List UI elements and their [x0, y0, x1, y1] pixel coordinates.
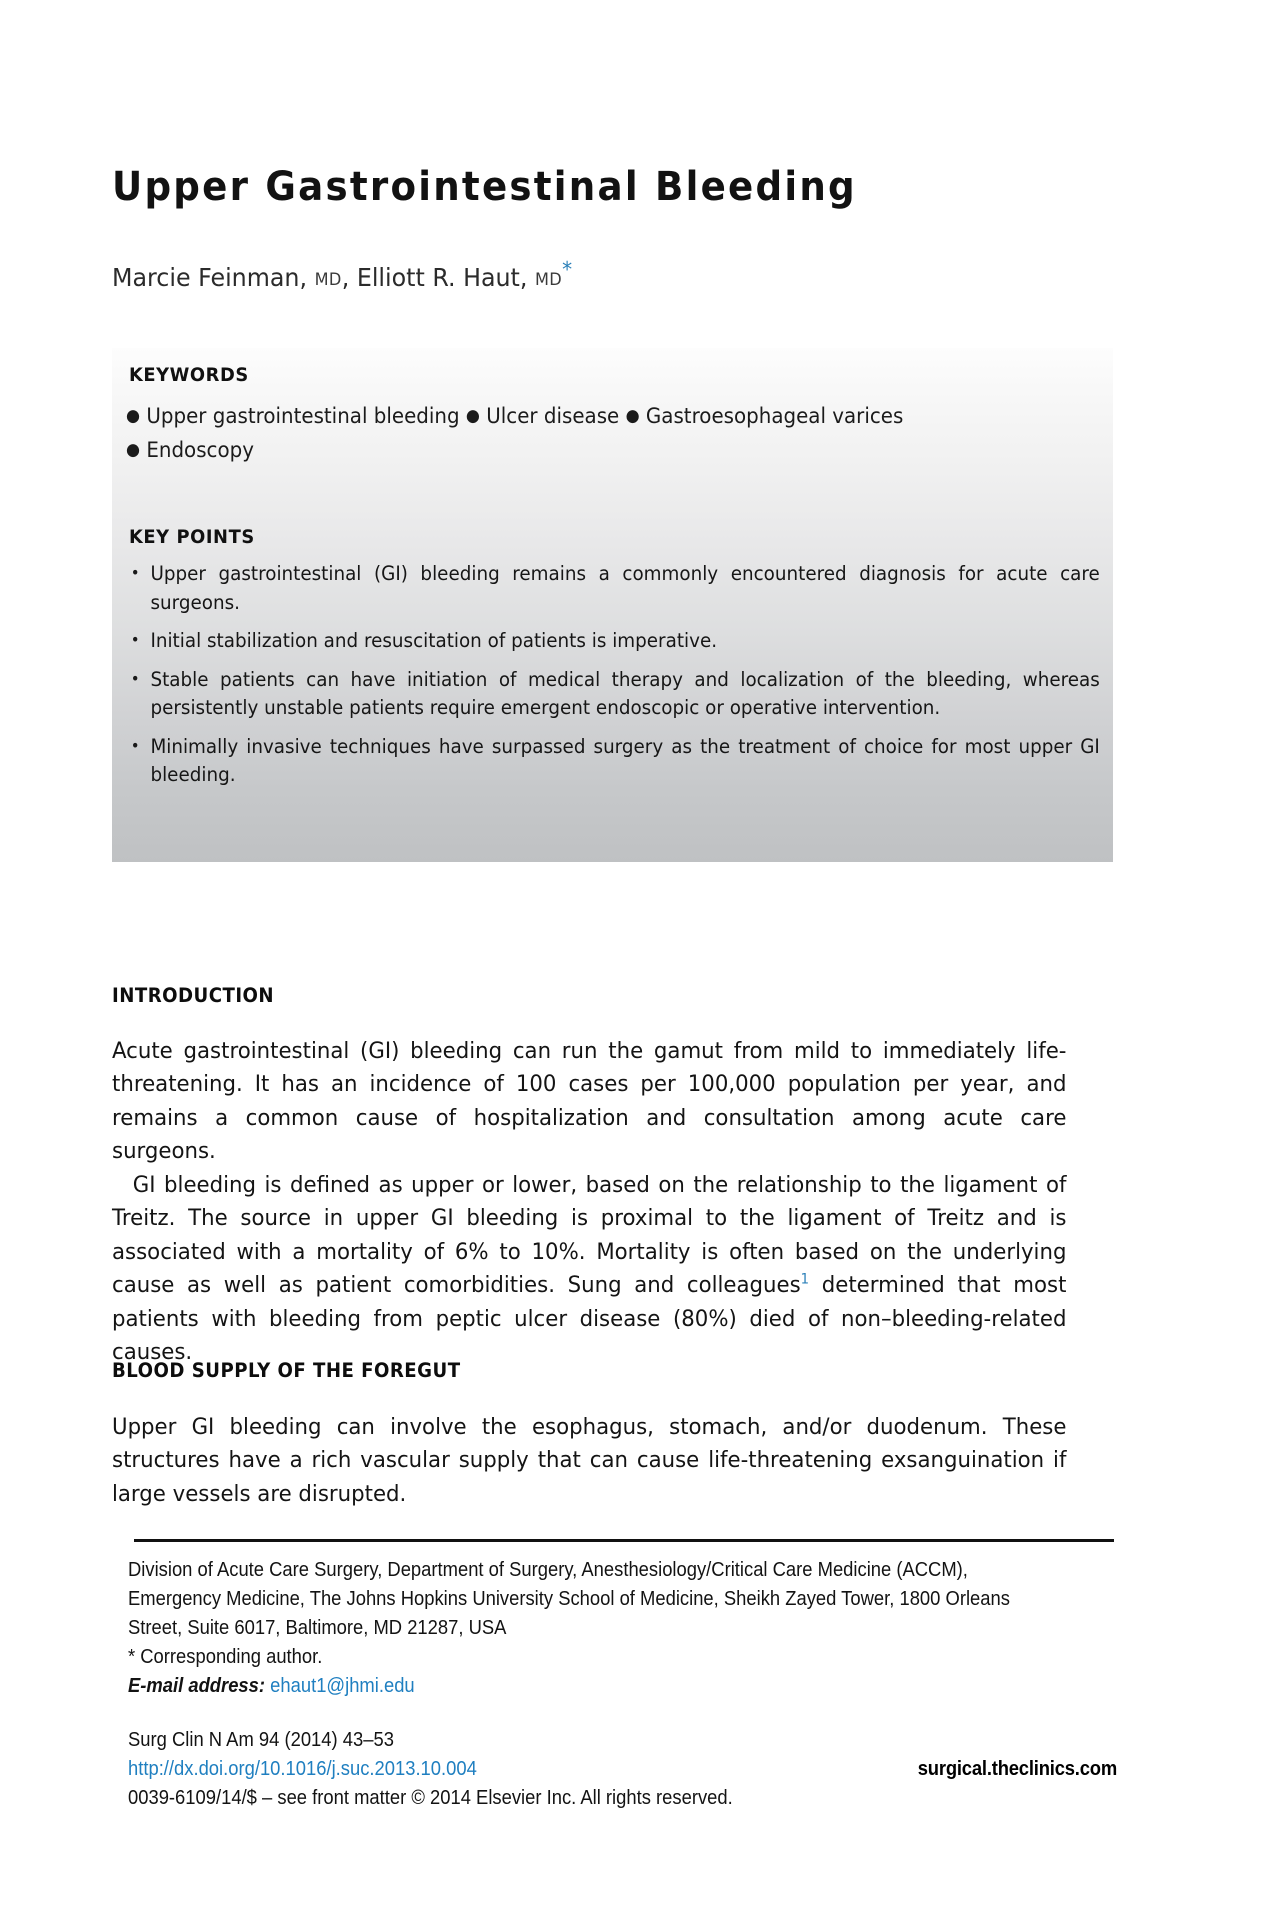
keyword-item: Endoscopy — [146, 438, 254, 462]
bullet-dot-icon: ● — [126, 440, 141, 460]
author-line — [112, 257, 1072, 297]
footnote-divider — [134, 1539, 1114, 1542]
keywords-line-1 — [126, 400, 1033, 434]
affiliation-text: Division of Acute Care Surgery, Department of Surgery, Anesthesiology/Critical Care Medicine (ACCM), Emergency Medicine, The Johns Hopkins University School of Medicine, Sheikh Zayed Tower, 1800 Orleans Street, Suite 6017, Baltimore, MD 21287, USA — [128, 1559, 1010, 1639]
key-point-item: • Initial stabilization and resuscitation of patients is imperative. — [126, 627, 1100, 656]
author-1-degree: MD — [314, 270, 342, 290]
email-line — [128, 1672, 1039, 1701]
author-separator: , — [341, 263, 357, 292]
introduction-paragraph-2 — [112, 1169, 1066, 1370]
section-heading-introduction: INTRODUCTION — [112, 984, 275, 1008]
copyright-line: 0039-6109/14/$ – see front matter © 2014 Elsevier Inc. All rights reserved. — [128, 1787, 733, 1809]
journal-website[interactable]: surgical.theclinics.com — [917, 1758, 1117, 1780]
author-2-name: Elliott R. Haut, — [356, 263, 528, 292]
bullet-dot-icon: ● — [465, 406, 480, 426]
corresponding-author-marker: * — [562, 257, 573, 282]
keyword-item: Gastroesophageal varices — [645, 404, 904, 428]
journal-citation: Surg Clin N Am 94 (2014) 43–53 — [128, 1729, 394, 1751]
keywords-list — [126, 400, 1033, 468]
key-point-item: • Stable patients can have initiation of medical therapy and localization of the bleeding, whereas persistently unstable patients require emergent endoscopic or operative intervention. — [126, 666, 1100, 723]
bullet-dot-icon: ● — [625, 406, 640, 426]
doi-line — [128, 1755, 1117, 1784]
summary-box — [112, 348, 1113, 862]
paragraph-text-a: GI bleeding is defined as upper or lower, based on the relationship to the ligament of Treitz. The source in upper GI bleeding is proximal to the ligament of Treitz and is associated with a mortality of 6% to 10%. Mortality is often based on the underlying cause as well as patient comorbidities. Sung and colleagues — [112, 1171, 1067, 1298]
bullet-dot-icon: ● — [126, 406, 141, 426]
key-points-heading: KEY POINTS — [129, 526, 255, 548]
section-heading-blood-supply: BLOOD SUPPLY OF THE FOREGUT — [112, 1359, 461, 1383]
page-title: Upper Gastrointestinal Bleeding — [112, 163, 857, 210]
reference-superscript-1[interactable]: 1 — [800, 1271, 810, 1288]
keyword-item: Ulcer disease — [486, 404, 620, 428]
publication-info — [128, 1726, 1117, 1813]
key-points-list — [126, 560, 1101, 800]
blood-supply-paragraph-1: Upper GI bleeding can involve the esophagus, stomach, and/or duodenum. These structures have a rich vascular supply that can cause life-threatening exsanguination if large vessels are disrupted. — [112, 1413, 1067, 1507]
introduction-paragraph-1: Acute gastrointestinal (GI) bleeding can run the gamut from mild to immediately life-threatening. It has an incidence of 100 cases per 100,000 population per year, and remains a common cause of hospitalization and consultation among acute care surgeons. — [112, 1037, 1067, 1164]
author-2-degree: MD — [534, 270, 563, 290]
paragraph-text-b: determined that most patients with bleeding from peptic ulcer disease (80%) died of non–bleeding-related causes. — [112, 1272, 1067, 1365]
key-point-item: • Upper gastrointestinal (GI) bleeding remains a commonly encountered diagnosis for acute care surgeons. — [126, 560, 1100, 617]
key-point-item: • Minimally invasive techniques have surpassed surgery as the treatment of choice for most upper GI bleeding. — [126, 733, 1100, 790]
keyword-item: Upper gastrointestinal bleeding — [146, 404, 460, 428]
corresponding-author-note: * Corresponding author. — [128, 1646, 323, 1668]
email-label: E-mail address: — [128, 1675, 266, 1697]
doi-link[interactable]: http://dx.doi.org/10.1016/j.suc.2013.10.004 — [128, 1758, 477, 1780]
keywords-heading: KEYWORDS — [129, 364, 249, 386]
keywords-line-2 — [126, 434, 1033, 468]
email-link[interactable]: ehaut1@jhmi.edu — [270, 1675, 415, 1697]
author-1-name: Marcie Feinman, — [112, 263, 308, 292]
footnote-block — [128, 1556, 1039, 1701]
